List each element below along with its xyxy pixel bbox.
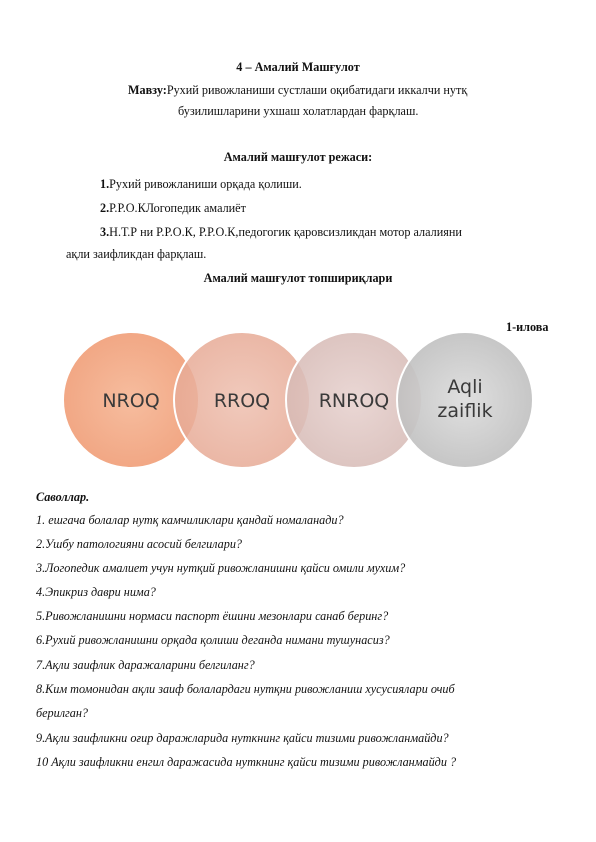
topic-text: Рухий ривожланиши сустлаши оқибатидаги иккалчи нутқ: [166, 83, 468, 97]
plan-item-number: 1.: [100, 177, 110, 191]
question-6: 6.Рухий ривожланишни орқада қолиши деганда нимани тушунасиз?: [36, 633, 390, 647]
label-aqli: Aqli: [447, 376, 483, 398]
question-8: 8.Ким томонидан ақли заиф болалардаги нутқни ривожланиш хусусиялари очиб: [36, 682, 455, 696]
plan-item-number: 3.: [100, 225, 110, 239]
question-7: 7.Ақли заифлик даражаларини белгиланг?: [36, 658, 255, 672]
question-8-continuation: берилган?: [36, 706, 89, 720]
plan-item-text: Н.Т.Р ни Р.Р.О.К, Р.Р.О.К,педогогик қаровсизликдан мотор алалияни: [109, 225, 462, 239]
venn-diagram: [62, 330, 534, 470]
label-rnroq: RNROQ: [318, 390, 390, 412]
questions-heading: Саволлар.: [36, 490, 90, 504]
plan-heading: Амалий машғулот режаси:: [223, 150, 373, 164]
topic-label: Мавзу:: [128, 83, 167, 97]
question-2: 2.Ушбу патологияни асосий белгилари?: [36, 537, 243, 551]
tasks-heading: Амалий машғулот топшириқлари: [203, 271, 393, 285]
question-10: 10 Ақли заифликни енгил даражасида нуткнинг қайси тизими ривожланмайди ?: [36, 755, 457, 769]
label-rroq: RROQ: [213, 390, 271, 412]
topic-line-2: бузилишларини ухшаш холатлардан фарқлаш.: [178, 104, 419, 118]
plan-item-text: Р.Р.О.КЛогопедик амалиёт: [109, 201, 246, 215]
question-4: 4.Эпикриз даври нима?: [36, 585, 156, 599]
label-nroq: NROQ: [102, 390, 160, 412]
question-3: 3.Логопедик амалиет учун нутқий ривожланишни қайси омили мухим?: [36, 561, 406, 575]
label-zaiflik: zaiflik: [437, 400, 493, 422]
appendix-label: 1-илова: [506, 320, 549, 334]
plan-item-1: [100, 177, 302, 192]
question-1: 1. ешгача болалар нутқ камчиликлари қандай номаланади?: [36, 513, 344, 527]
plan-item-text: Рухий ривожланиши орқада қолиши.: [109, 177, 302, 191]
question-5: 5.Ривожланишни нормаси паспорт ёшини мезонлари санаб беринг?: [36, 609, 389, 623]
plan-item-3: [100, 225, 462, 240]
page-title: 4 – Амалий Машғулот: [236, 60, 360, 74]
question-9: 9.Ақли заифликни оғир даражларида нуткнинг қайси тизими ривожланмайди?: [36, 731, 449, 745]
topic-line-1: [128, 83, 467, 98]
plan-item-3-continuation: ақли заифликдан фарқлаш.: [66, 247, 207, 261]
plan-item-number: 2.: [100, 201, 110, 215]
plan-item-2: [100, 201, 246, 216]
